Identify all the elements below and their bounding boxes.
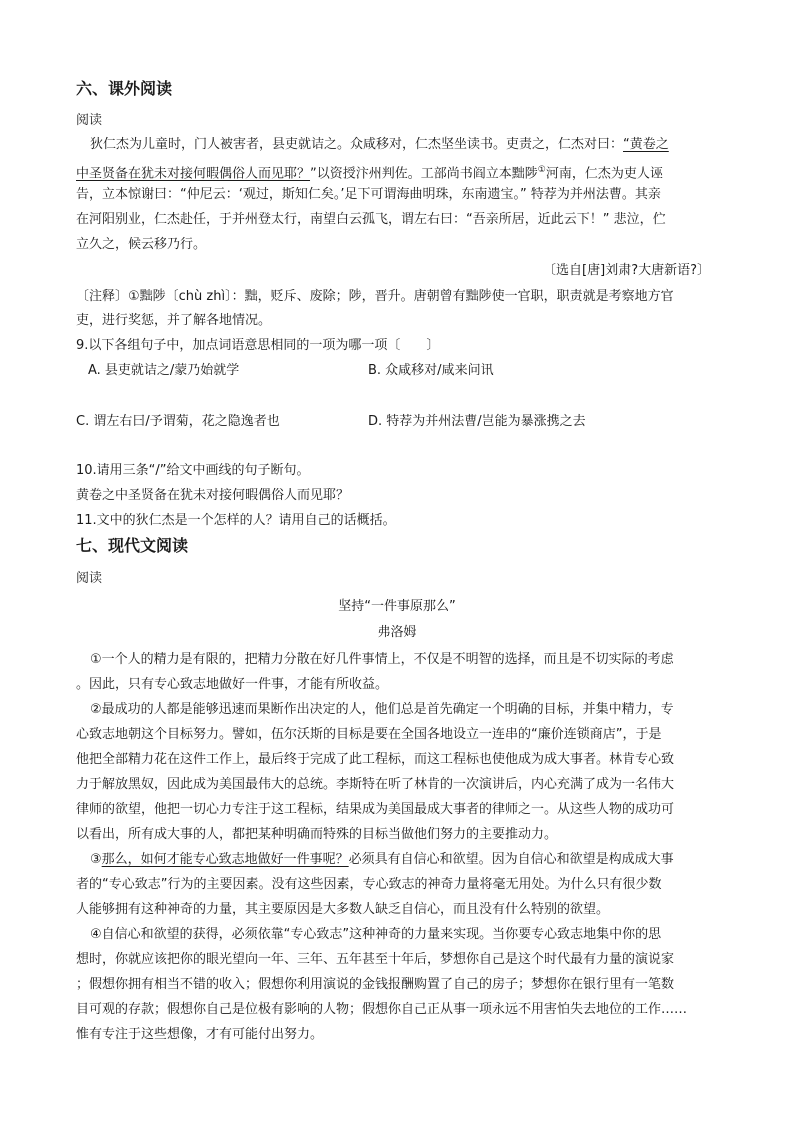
paragraph-line: ；假想你拥有相当不错的收入；假想你利用演说的金钱报酬购置了自己的房子；梦想你在银行里有一笔数	[76, 977, 675, 992]
option-c: C. 谓左右曰/予谓菊，花之隐逸者也	[76, 414, 280, 429]
paragraph-line: 他把全部精力花在这件工作上，最后终于完成了此工程标，而这工程标也使他成为成大事者。林肯专心致	[76, 752, 675, 767]
paragraph-line: 惟有专注于这些想像，才有可能付出努力。	[76, 1027, 324, 1042]
footnote-marker: ①	[537, 165, 546, 175]
paragraph-line: 心致志地朝这个目标努力。譬如，伍尔沃斯的目标是要在全国各地设立一连串的“廉价连锁商店”，于是	[76, 727, 662, 742]
question-9: 9.以下各组句子中，加点词语意思相同的一项为哪一项〔 〕	[76, 338, 440, 353]
paragraph-number: ③	[90, 852, 102, 867]
reading-label: 阅读	[76, 113, 103, 128]
annotation-line: 吏，进行奖惩，并了解各地情况。	[76, 313, 272, 328]
passage-text: ”以资授汴州判佐。工部尚书阎立本黜陟	[310, 166, 538, 182]
article-title: 坚持“一件事原那么”	[338, 599, 456, 614]
passage-line: 告，立本惊谢曰：“仲尼云：‘观过，斯知仁矣。’足下可谓海曲明珠，东南遗宝。” 特荐为并州法曹。其亲	[76, 187, 661, 202]
paragraph-line: ①一个人的精力是有限的，把精力分散在好几件事情上，不仅是不明智的选择，而且是不切实际的考虑	[90, 652, 674, 667]
paragraph-line: 律师的欲望，他把一切心力专注于这工程标，结果成为美国最成大事者的律师之一。从这些人物的成功可	[76, 802, 675, 817]
paragraph-line: 。因此，只有专心致志地做好一件事，才能有所收益。	[76, 677, 389, 692]
option-d: D. 特荐为并州法曹/岂能为暴涨携之去	[368, 414, 586, 429]
paragraph-line: 人能够拥有这种神奇的力量，其主要原因是大多数人缺乏自信心，而且没有什么特别的欲望。	[76, 902, 610, 917]
source-citation: 〔选自[唐]刘肃?大唐新语?〕	[543, 263, 710, 278]
section-heading-extracurricular-reading: 六、课外阅读	[76, 79, 173, 98]
underlined-sentence: 那么，如何才能专心致志地做好一件事呢？	[101, 852, 349, 867]
paragraph-line: 想时，你就应该把你的眼光望向一年、三年、五年甚至十年后，梦想你自己是这个时代最有力量的演说家	[76, 952, 675, 967]
paragraph-line: 目可观的存款；假想你自己是位极有影响的人物；假想你自己正从事一项永远不用害怕失去地位的工作……	[76, 1002, 688, 1017]
paragraph-text: 必须具有自信心和欲望。因为自信心和欲望是构成成大事	[348, 852, 674, 867]
passage-line	[90, 136, 669, 154]
passage-line: 在河阳别业，仁杰赴任，于并州登太行，南望白云孤飞，谓左右曰：“吾亲所居，近此云下！” 悲泣，伫	[76, 212, 666, 227]
paragraph-line: 者的“专心致志”行为的主要因素。没有这些因素，专心致志的神奇力量将毫无用处。为什么只有很少数	[76, 877, 662, 892]
passage-text: 河南，仁杰为吏人诬	[545, 166, 663, 182]
option-a: A. 县吏就诘之/蒙乃始就学	[88, 363, 240, 378]
question-10: 10.请用三条“/”给文中画线的句子断句。	[76, 463, 310, 478]
paragraph-line: 以看出，所有成大事的人，都把某种明确而特殊的目标当做他们努力的主要推动力。	[76, 827, 558, 842]
paragraph-line: ④自信心和欲望的获得，必须依靠“专心致志”这种神奇的力量来实现。当你要专心致志地集中你的思	[90, 927, 662, 942]
article-author: 弗洛姆	[377, 625, 417, 640]
paragraph-line: 力于解放黑奴，因此成为美国最伟大的总统。李斯特在听了林肯的一次演讲后，内心充满了成为一名伟大	[76, 777, 675, 792]
reading-label: 阅读	[76, 571, 103, 586]
question-11: 11.文中的狄仁杰是一个怎样的人？请用自己的话概括。	[76, 513, 396, 528]
annotation-line: 〔注释〕①黜陟〔chù zhì〕：黜，贬斥、废除；陟，晋升。唐朝曾有黜陟使一官职，职责就是考察地方官	[76, 289, 674, 304]
section-heading-modern-reading: 七、现代文阅读	[76, 536, 189, 555]
option-b: B. 众咸移对/咸来问讯	[368, 363, 494, 378]
passage-text: 狄仁杰为儿童时，门人被害者，县吏就诘之。众咸移对，仁杰坚坐读书。吏责之，仁杰对曰：	[90, 137, 624, 152]
paragraph-line	[90, 851, 674, 869]
underlined-sentence: 中圣贤备在犹未对接何暇偶俗人而见耶？	[76, 166, 311, 182]
underlined-sentence: “黄卷之	[623, 137, 669, 152]
passage-line: 立久之，候云移乃行。	[76, 237, 207, 252]
question-10-sentence: 黄卷之中圣贤备在犹未对接何暇偶俗人而见耶？	[76, 488, 350, 503]
paragraph-line: ②最成功的人都是能够迅速而果断作出决定的人，他们总是首先确定一个明确的目标，并集中精力，专	[90, 702, 674, 717]
passage-line	[76, 161, 663, 183]
